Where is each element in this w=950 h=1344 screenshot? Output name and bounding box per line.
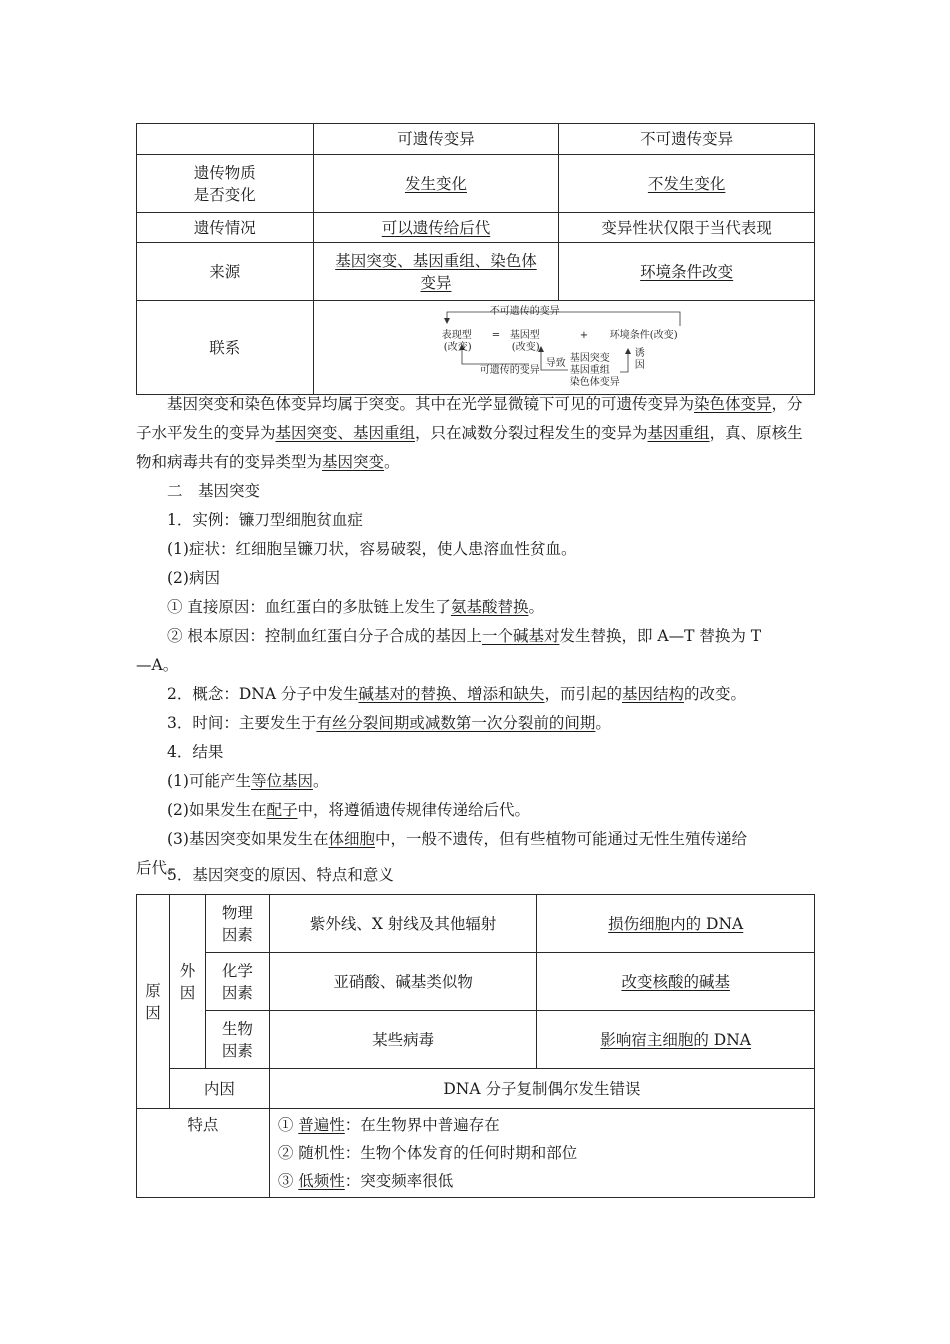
diagram-induce-2: 因 (634, 359, 645, 371)
diagram-source-3: 染色体变异 (569, 376, 620, 388)
diagram-plus: + (579, 329, 589, 341)
diagram-genotype-sub: (改变) (511, 341, 540, 353)
cell-not-changed: 不发生变化 (559, 155, 815, 213)
diagram-genotype: 基因型 (509, 329, 540, 341)
cell-environment: 环境条件改变 (559, 243, 815, 301)
variation-summary-paragraph: 基因突变和染色体变异均属于突变。其中在光学显微镜下可见的可遗传变异为染色体变异，分子水平发生的变异为基因突变、基因重组，只在减数分裂过程发生的变异为基因重组，真、原核生物和病毒共有的变异类型为基因突变。 (136, 395, 803, 471)
feature-universality: ① 普遍性：在生物界中普遍存在 (277, 1116, 500, 1134)
diagram-source-2: 基因重组 (569, 364, 610, 376)
feature-randomness: ② 随机性：生物个体发育的任何时期和部位 (277, 1144, 578, 1162)
item-root-cause: ② 根本原因：控制血红蛋白分子合成的基因上一个碱基对发生替换，即 A—T 替换为 T (167, 627, 762, 645)
external-cause-label: 外 因 (169, 895, 205, 1069)
row-label-genetic-material: 遗传物质 是否变化 (137, 155, 314, 213)
header-heritable: 可遗传变异 (313, 124, 559, 155)
item-example: 1．实例：镰刀型细胞贫血症 (167, 511, 363, 529)
internal-cause-label: 内因 (169, 1069, 269, 1109)
diagram-equals: = (491, 329, 501, 341)
features-list (269, 1109, 814, 1198)
result-1: (1)可能产生等位基因。 (167, 772, 329, 790)
feature-low-frequency: ③ 低频性：突变频率很低 (277, 1172, 454, 1190)
item-concept: 2．概念：DNA 分子中发生碱基对的替换、增添和缺失，而引起的基因结构的改变。 (167, 685, 747, 703)
cause-label: 原 因 (137, 895, 170, 1109)
variation-comparison-table (136, 123, 815, 395)
diagram-top-label: 不可遗传的变异 (489, 305, 560, 317)
example-physical: 紫外线、X 射线及其他辐射 (269, 895, 537, 953)
diagram-arrows (442, 306, 686, 390)
mutation-causes-table (136, 894, 815, 1198)
item-causes-features-title: 5．基因突变的原因、特点和意义 (167, 866, 394, 884)
effect-physical: 损伤细胞内的 DNA (537, 895, 815, 953)
row-label-source: 来源 (137, 243, 314, 301)
diagram-environment: 环境条件(改变) (609, 329, 678, 341)
cell-changed: 发生变化 (313, 155, 559, 213)
diagram-heritable-label: 可遗传的变异 (479, 364, 540, 376)
item-cause: (2)病因 (167, 569, 220, 587)
item-symptom: (1)症状：红细胞呈镰刀状，容易破裂，使人患溶血性贫血。 (167, 540, 577, 558)
result-3-cont: 后代。 (136, 859, 183, 877)
features-label: 特点 (137, 1109, 270, 1198)
example-biological: 某些病毒 (269, 1011, 537, 1069)
item-time: 3．时间：主要发生于有丝分裂间期或减数第一次分裂前的间期。 (167, 714, 611, 732)
result-2: (2)如果发生在配子中，将遵循遗传规律传递给后代。 (167, 801, 530, 819)
factor-chemical: 化学 因素 (205, 953, 269, 1011)
header-nonheritable: 不可遗传变异 (559, 124, 815, 155)
effect-biological: 影响宿主细胞的 DNA (537, 1011, 815, 1069)
item-result: 4．结果 (167, 743, 224, 761)
effect-chemical: 改变核酸的碱基 (537, 953, 815, 1011)
cell-inheritable: 可以遗传给后代 (313, 213, 559, 243)
section-heading: 二 基因突变 (167, 482, 261, 500)
diagram-cause-label: 导致 (545, 357, 566, 369)
example-chemical: 亚硝酸、碱基类似物 (269, 953, 537, 1011)
factor-biological: 生物 因素 (205, 1011, 269, 1069)
internal-cause-desc: DNA 分子复制偶尔发生错误 (269, 1069, 814, 1109)
header-empty-cell (137, 124, 314, 155)
diagram-phenotype-sub: (改变) (443, 341, 472, 353)
row-label-inheritance: 遗传情况 (137, 213, 314, 243)
cell-current-generation: 变异性状仅限于当代表现 (559, 213, 815, 243)
relation-diagram (442, 306, 686, 390)
item-root-cause-cont: —A。 (136, 656, 179, 674)
row-label-relation: 联系 (137, 301, 314, 395)
relation-diagram-cell (313, 301, 814, 395)
diagram-induce-1: 诱 (634, 347, 645, 359)
factor-physical: 物理 因素 (205, 895, 269, 953)
diagram-phenotype: 表现型 (441, 329, 472, 341)
item-direct-cause: ① 直接原因：血红蛋白的多肽链上发生了氨基酸替换。 (167, 598, 544, 616)
diagram-source-1: 基因突变 (569, 352, 610, 364)
cell-source-heritable: 基因突变、基因重组、染色体 变异 (313, 243, 559, 301)
result-3: (3)基因突变如果发生在体细胞中，一般不遗传，但有些植物可能通过无性生殖传递给 (167, 830, 747, 848)
